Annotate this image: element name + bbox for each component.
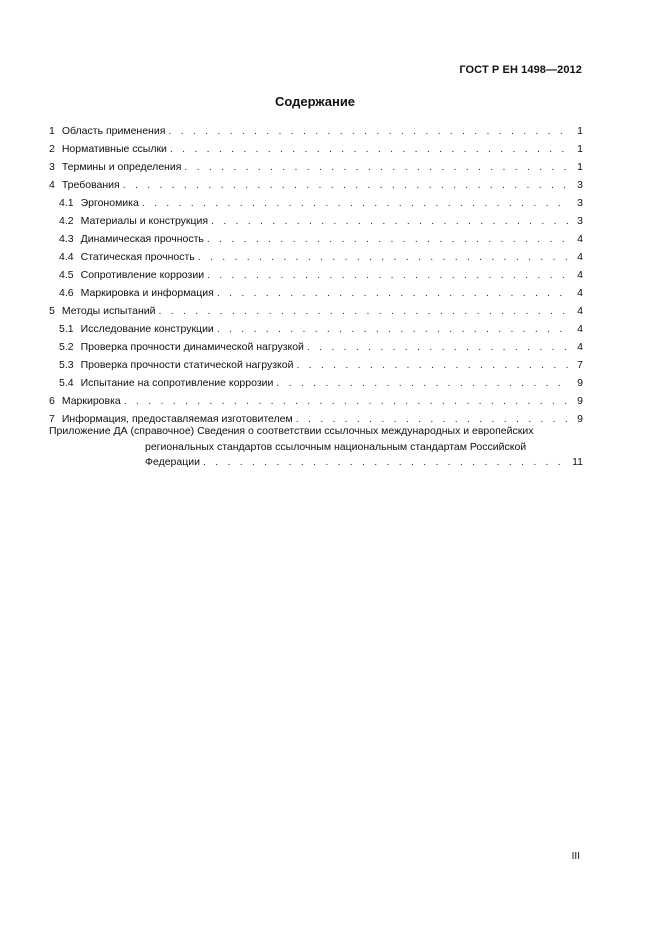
toc-entry-4-1[interactable] [49, 194, 583, 212]
toc-leader-dots [207, 230, 570, 248]
toc-entry-number: 4 [49, 179, 55, 191]
toc-entry-page: 1 [577, 161, 583, 173]
toc-entry-page: 4 [577, 323, 583, 335]
appendix-first-line [49, 424, 583, 440]
toc-entry-4-6[interactable] [49, 284, 583, 302]
toc-entry-number: 2 [49, 143, 55, 155]
toc-entry-title: Маркировка [61, 395, 121, 407]
toc-entry-1[interactable] [49, 122, 583, 140]
toc-entry-number: 5.4 [59, 377, 74, 389]
toc-leader-dots [123, 176, 570, 194]
toc-leader-dots [168, 122, 570, 140]
toc-entry-title: Исследование конструкции [80, 323, 214, 335]
toc-leader-dots [184, 158, 570, 176]
toc-entry-title: Динамическая прочность [80, 233, 204, 245]
toc-entry-number: 7 [49, 413, 55, 425]
toc-title: Содержание [274, 94, 356, 109]
toc-leader-dots [142, 194, 570, 212]
toc-entry-4-4[interactable] [49, 248, 583, 266]
toc-leader-dots [170, 140, 570, 158]
toc-entry-title: Испытание на сопротивление коррозии [80, 377, 274, 389]
toc-entry-title: Область применения [61, 125, 166, 137]
toc-entry-page: 4 [577, 341, 583, 353]
appendix-title-line1: ДА (справочное) Сведения о соответствии ссылочных международных и европейских [113, 425, 534, 437]
toc-entry-title: Проверка прочности динамической нагрузкой [80, 341, 304, 353]
toc-leader-dots [217, 284, 570, 302]
toc-entry-title: Нормативные ссылки [61, 143, 167, 155]
toc-entry-number: 6 [49, 395, 55, 407]
toc-entry-title: Методы испытаний [61, 305, 156, 317]
toc-entry-5-4[interactable] [49, 374, 583, 392]
toc-entry-page: 4 [577, 251, 583, 263]
toc-entry-title: Материалы и конструкция [80, 215, 209, 227]
toc-leader-dots [207, 266, 570, 284]
toc-entry-5-3[interactable] [49, 356, 583, 374]
toc-entry-2[interactable] [49, 140, 583, 158]
toc-entry-page: 9 [577, 377, 583, 389]
toc-entry-number: 4.2 [59, 215, 74, 227]
toc-entry-number: 4.4 [59, 251, 74, 263]
toc-entry-title: Проверка прочности статической нагрузкой [80, 359, 294, 371]
toc-leader-dots [203, 455, 569, 471]
toc-entry-number: 3 [49, 161, 55, 173]
toc-entry-page: 4 [577, 305, 583, 317]
toc-entry-page: 1 [577, 125, 583, 137]
toc-entry-5-1[interactable] [49, 320, 583, 338]
toc-entry-title: Сопротивление коррозии [80, 269, 205, 281]
toc-entry-number: 5.3 [59, 359, 74, 371]
toc-leader-dots [276, 374, 570, 392]
toc-entry-5[interactable] [49, 302, 583, 320]
toc-entry-number: 4.1 [59, 197, 74, 209]
page-number: III [571, 851, 580, 862]
toc-appendix-entry[interactable] [49, 424, 583, 471]
toc-leader-dots [217, 320, 570, 338]
toc-entry-number: 5 [49, 305, 55, 317]
toc-entry-page: 7 [577, 359, 583, 371]
toc-entry-title: Статическая прочность [80, 251, 195, 263]
toc-leader-dots [159, 302, 571, 320]
toc-leader-dots [198, 248, 570, 266]
toc-leader-dots [124, 392, 570, 410]
appendix-title-line3: Федерации [145, 456, 200, 468]
toc-entry-page: 3 [577, 215, 583, 227]
appendix-page: 11 [572, 456, 583, 468]
toc-entry-page: 4 [577, 269, 583, 281]
appendix-last-line [49, 455, 583, 471]
toc-entry-number: 5.1 [59, 323, 74, 335]
toc-entry-title: Требования [61, 179, 120, 191]
toc-entry-page: 4 [577, 233, 583, 245]
toc-entry-title: Термины и определения [61, 161, 182, 173]
toc-leader-dots [296, 356, 570, 374]
toc-leader-dots [307, 338, 570, 356]
toc-entry-page: 9 [577, 395, 583, 407]
document-code: ГОСТ Р ЕН 1498—2012 [459, 64, 582, 76]
toc-entry-number: 4.3 [59, 233, 74, 245]
toc-entry-page: 4 [577, 287, 583, 299]
toc-entry-page: 3 [577, 179, 583, 191]
toc-entry-number: 4.5 [59, 269, 74, 281]
toc-entry-number: 1 [49, 125, 55, 137]
toc-entry-number: 4.6 [59, 287, 74, 299]
toc-entry-title: Информация, предоставляемая изготовителем [61, 413, 293, 425]
table-of-contents [49, 122, 583, 428]
toc-leader-dots [211, 212, 570, 230]
toc-entry-4[interactable] [49, 176, 583, 194]
toc-entry-number: 5.2 [59, 341, 74, 353]
toc-entry-4-2[interactable] [49, 212, 583, 230]
appendix-title-line2: региональных стандартов ссылочным национальным стандартам Российской [145, 440, 527, 453]
toc-entry-5-2[interactable] [49, 338, 583, 356]
toc-entry-page: 9 [577, 413, 583, 425]
toc-entry-title: Эргономика [80, 197, 139, 209]
appendix-label: Приложение [49, 425, 111, 437]
toc-entry-4-5[interactable] [49, 266, 583, 284]
toc-entry-6[interactable] [49, 392, 583, 410]
toc-entry-page: 1 [577, 143, 583, 155]
toc-entry-title: Маркировка и информация [80, 287, 214, 299]
toc-entry-4-3[interactable] [49, 230, 583, 248]
toc-entry-page: 3 [577, 197, 583, 209]
toc-entry-3[interactable] [49, 158, 583, 176]
